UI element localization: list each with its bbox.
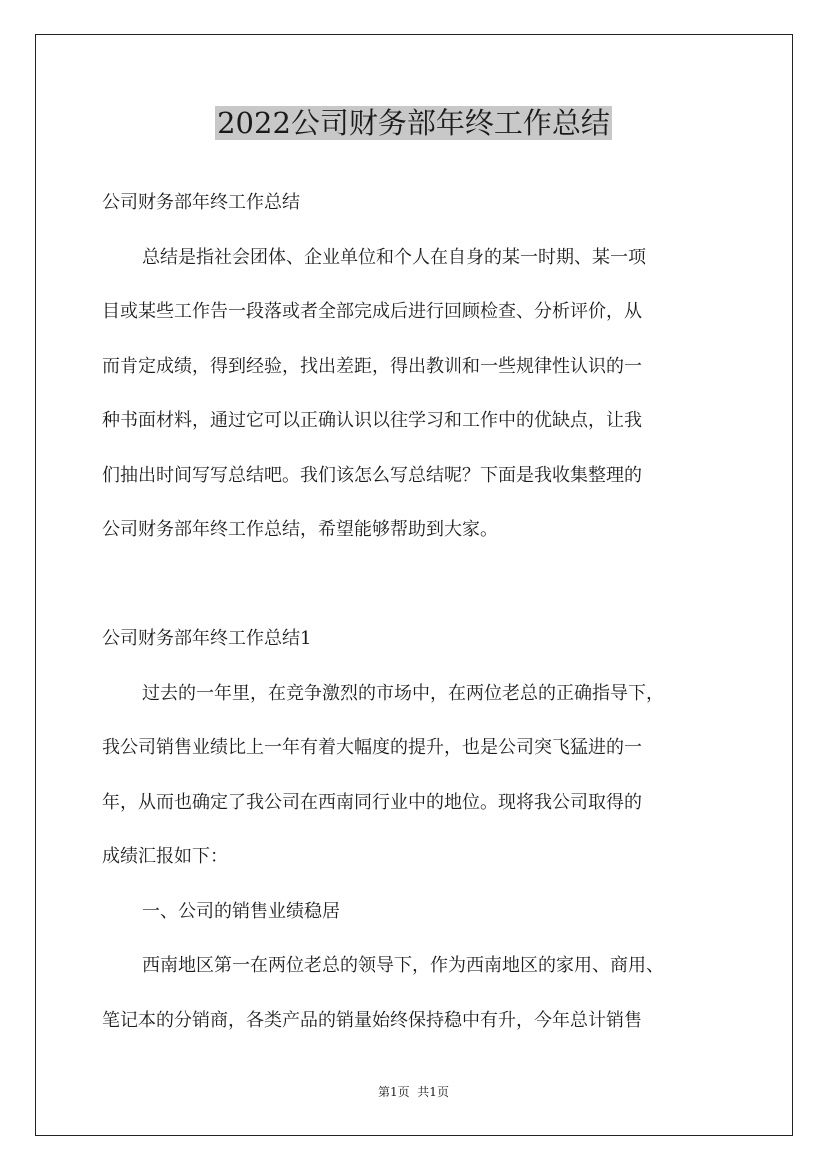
body-line: 目或某些工作告一段落或者全部完成后进行回顾检查、分析评价，从 (102, 301, 642, 322)
document-title (0, 100, 827, 146)
body-line: 年，从而也确定了我公司在西南同行业中的地位。现将我公司取得的 (102, 791, 642, 813)
body-line: 笔记本的分销商，各类产品的销量始终保持稳中有升，今年总计销售 (102, 1009, 642, 1031)
document-title-text: 2022公司财务部年终工作总结 (217, 106, 610, 140)
body-line: 而肯定成绩，得到经验，找出差距，得出教训和一些规律性认识的一 (102, 355, 642, 377)
body-line: 我公司销售业绩比上一年有着大幅度的提升，也是公司突飞猛进的一 (102, 737, 642, 758)
body-line: 种书面材料，通过它可以正确认识以往学习和工作中的优缺点，让我 (102, 410, 642, 431)
body-line: 公司财务部年终工作总结，希望能够帮助到大家。 (102, 519, 498, 540)
body-line: 过去的一年里，在竞争激烈的市场中，在两位老总的正确指导下， (142, 682, 664, 704)
section-heading: 公司财务部年终工作总结1 (102, 628, 312, 649)
body-line: 们抽出时间写写总结吧。我们该怎么写总结呢？下面是我收集整理的 (102, 464, 642, 486)
blank-line (102, 558, 726, 613)
page-footer: 第1页 共1页 (378, 1085, 449, 1099)
document-body (102, 176, 726, 1048)
subsection-heading: 一、公司的销售业绩稳居 (142, 900, 340, 922)
body-line: 总结是指社会团体、企业单位和个人在自身的某一时期、某一项 (142, 246, 646, 268)
body-line: 公司财务部年终工作总结 (102, 192, 300, 213)
body-line: 西南地区第一在两位老总的领导下，作为西南地区的家用、商用、 (142, 955, 664, 976)
body-line: 成绩汇报如下： (102, 846, 228, 867)
